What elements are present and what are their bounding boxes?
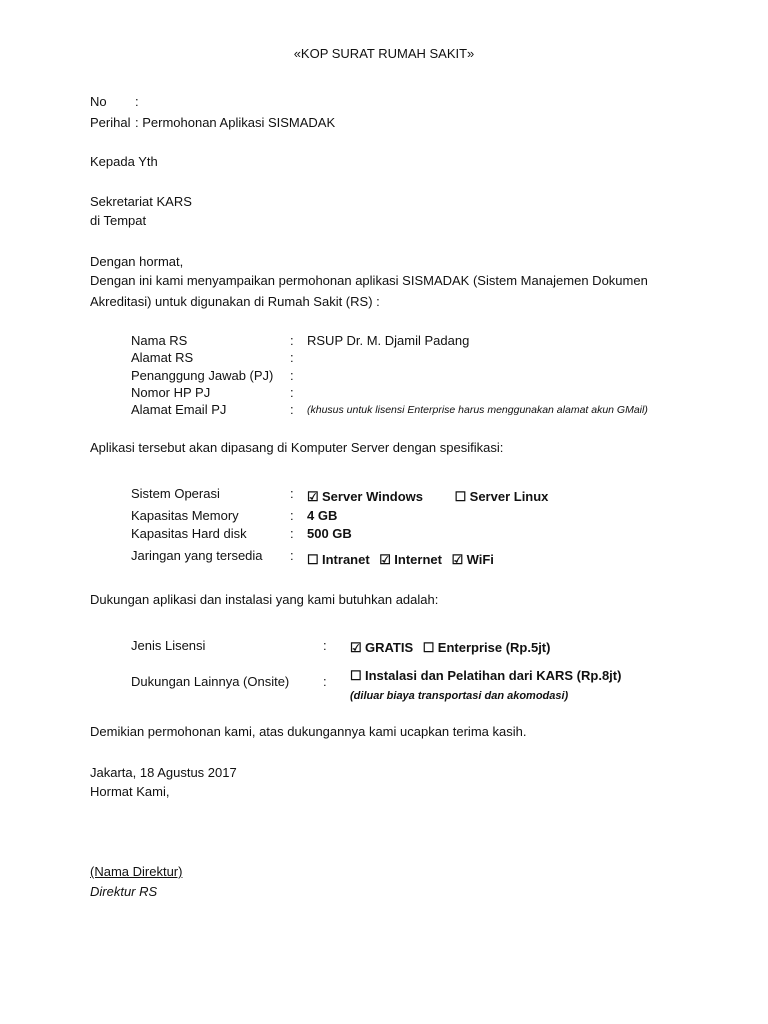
network-option-internet[interactable] xyxy=(379,552,442,568)
network-option-intranet[interactable] xyxy=(307,552,370,568)
field-label-pj: Penanggung Jawab (PJ) xyxy=(131,368,274,383)
field-label-hp-pj: Nomor HP PJ xyxy=(131,385,211,400)
network-label: Jaringan yang tersedia xyxy=(131,548,263,563)
no-label: No xyxy=(90,94,107,109)
os-options xyxy=(307,489,576,505)
no-colon: : xyxy=(135,94,139,109)
field-colon: : xyxy=(290,402,294,417)
field-value-nama-rs: RSUP Dr. M. Djamil Padang xyxy=(307,333,470,348)
memory-value: 4 GB xyxy=(307,508,338,523)
intro-line-1: Dengan ini kami menyampaikan permohonan aplikasi SISMADAK (Sistem Manajemen Dokumen xyxy=(90,273,648,288)
intro-line-2: Akreditasi) untuk digunakan di Rumah Sakit (RS) : xyxy=(90,294,380,309)
checkbox-unchecked-icon[interactable]: ☐ xyxy=(307,552,319,567)
closing-sentence: Demikian permohonan kami, atas dukungannya kami ucapkan terima kasih. xyxy=(90,724,527,739)
option-label: Enterprise (Rp.5jt) xyxy=(437,640,551,655)
place-date: Jakarta, 18 Agustus 2017 xyxy=(90,765,237,780)
os-label: Sistem Operasi xyxy=(131,486,220,501)
option-label: Internet xyxy=(394,552,442,567)
os-option-windows[interactable] xyxy=(307,489,423,505)
network-option-wifi[interactable] xyxy=(452,552,494,568)
memory-colon: : xyxy=(290,508,294,523)
disk-label: Kapasitas Hard disk xyxy=(131,526,247,541)
perihal-label: Perihal xyxy=(90,115,131,130)
checkbox-checked-icon[interactable]: ☑ xyxy=(451,552,464,567)
other-support-option[interactable] xyxy=(350,668,621,684)
other-support-colon: : xyxy=(323,674,327,689)
perihal-value: : Permohonan Aplikasi SISMADAK xyxy=(135,115,336,130)
signer-name: (Nama Direktur) xyxy=(90,864,183,879)
license-option-gratis[interactable] xyxy=(350,640,413,656)
disk-value: 500 GB xyxy=(307,526,352,541)
recipient-line-1: Kepada Yth xyxy=(90,154,158,169)
option-label: Server Linux xyxy=(469,489,549,504)
checkbox-unchecked-icon[interactable]: ☐ xyxy=(454,489,467,504)
support-intro: Dukungan aplikasi dan instalasi yang kami butuhkan adalah: xyxy=(90,592,439,607)
field-colon: : xyxy=(290,350,294,365)
network-colon: : xyxy=(290,548,294,563)
os-colon: : xyxy=(290,486,294,501)
license-option-enterprise[interactable] xyxy=(423,640,551,656)
field-colon: : xyxy=(290,333,294,348)
checkbox-checked-icon[interactable]: ☑ xyxy=(350,640,362,655)
disk-colon: : xyxy=(290,526,294,541)
signer-title: Direktur RS xyxy=(90,884,158,899)
license-colon: : xyxy=(323,638,327,653)
other-support-note: (diluar biaya transportasi dan akomodasi) xyxy=(350,690,569,702)
checkbox-checked-icon[interactable]: ☑ xyxy=(307,489,319,504)
greeting: Dengan hormat, xyxy=(90,254,184,269)
other-support-label: Dukungan Lainnya (Onsite) xyxy=(131,674,290,689)
os-option-linux[interactable] xyxy=(455,489,549,505)
field-colon: : xyxy=(290,385,294,400)
option-label: GRATIS xyxy=(365,640,414,655)
option-label: Instalasi dan Pelatihan dari KARS (Rp.8jt) xyxy=(365,668,622,683)
network-options xyxy=(307,552,500,568)
option-label: WiFi xyxy=(466,552,494,567)
server-intro: Aplikasi tersebut akan dipasang di Komputer Server dengan spesifikasi: xyxy=(90,440,504,455)
checkbox-checked-icon[interactable]: ☑ xyxy=(379,552,391,567)
field-colon: : xyxy=(290,368,294,383)
regards: Hormat Kami, xyxy=(90,784,170,799)
option-label: Server Windows xyxy=(322,489,424,504)
memory-label: Kapasitas Memory xyxy=(131,508,239,523)
checkbox-unchecked-icon[interactable]: ☐ xyxy=(350,668,362,683)
license-label: Jenis Lisensi xyxy=(131,638,206,653)
field-label-nama-rs: Nama RS xyxy=(131,333,188,348)
option-label: Intranet xyxy=(322,552,370,567)
checkbox-unchecked-icon[interactable]: ☐ xyxy=(422,640,435,655)
recipient-line-3: di Tempat xyxy=(90,213,147,228)
field-label-alamat-rs: Alamat RS xyxy=(131,350,194,365)
recipient-line-2: Sekretariat KARS xyxy=(90,194,192,209)
letterhead-placeholder: «KOP SURAT RUMAH SAKIT» xyxy=(293,46,475,61)
field-label-email-pj: Alamat Email PJ xyxy=(131,402,227,417)
license-options xyxy=(350,640,556,656)
email-note: (khusus untuk lisensi Enterprise harus menggunakan alamat akun GMail) xyxy=(307,404,648,416)
